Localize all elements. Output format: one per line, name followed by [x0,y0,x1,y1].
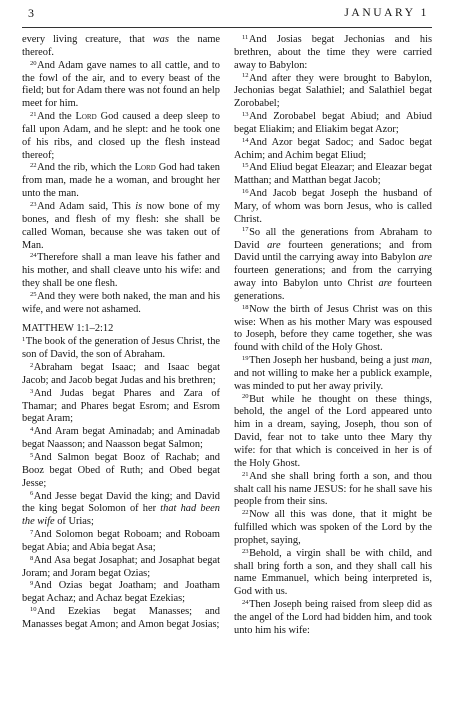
matthew-passage-part2 [234,34,432,638]
verse-text: are [378,278,392,290]
verse-text: So all the generations from Abraham to David [234,226,432,251]
verse-text: man, [411,355,432,367]
verse [234,394,432,471]
verse-text: And Asa begat Josaphat; and Josaphat begat Joram; and Joram begat Ozias; [22,554,220,579]
verse-number: 3 [30,387,34,395]
verse-text: And the rib, which the [37,162,135,174]
verse-number: 25 [30,290,37,298]
verse-text: that had been the wife [22,503,220,528]
verse-text: And Adam said, This [37,200,136,212]
verse-number: 17 [242,226,249,234]
verse [22,529,220,555]
verse-text: Now all this was done, that it might be fulfilled which was spoken of the Lord by the prophet, saying, [234,509,432,546]
verse [22,111,220,162]
verse-text: God had taken from man, made he a woman, and brought her unto the man. [22,162,220,200]
verse [22,336,220,362]
verse-text: fourteen generations. [234,278,432,302]
verse-text: And Eliud begat Eleazar; and Eleazar begat Matthan; and Matthan begat Jacob; [234,162,432,187]
verse-number: 19 [242,354,249,362]
verse-text: of Urias; [54,516,94,528]
verse-number: 12 [242,72,249,80]
verse [22,162,220,201]
verse-number: 20 [30,59,37,67]
verse [22,60,220,111]
verse-text: The book of the generation of Jesus Christ, the son of David, the son of Abraham. [22,336,221,361]
verse-number: 23 [242,547,249,555]
verse-text: Now the birth of Jesus Christ was on this wise: When as his mother Mary was espoused to Joseph, before they came together, she was found with child of the Holy Ghost. [234,303,432,354]
verse-text: And she shall bring forth a son, and thou shalt call his name JESUS: for he shall save his people from their sins. [234,470,432,508]
text-columns [22,34,432,713]
genesis-passage [22,34,220,317]
verse [234,111,432,137]
verse [234,188,432,227]
verse [22,491,220,530]
verse-text: And Adam gave names to all cattle, and to the fowl of the air, and to every beast of the field; but for Adam there was not found an help meet for him. [22,59,220,110]
verse [22,388,220,427]
verse-number: 10 [30,605,37,613]
verse-text: But while he thought on these things, behold, the angel of the Lord appeared unto him in a dream, saying, Joseph, thou son of David, fear not to take unto thee Mary thy wife: for that which is conceived in her is of the Holy Ghost. [234,393,432,469]
right-column [234,34,432,713]
verse-number: 7 [30,528,34,536]
verse-number: 1 [22,336,26,344]
verse-text: are [418,252,432,264]
verse-number: 16 [242,187,249,195]
verse [234,355,432,394]
verse-text: fourteen generations; and from David until the carrying away into Babylon [234,239,432,264]
verse-text: fourteen generations; and from the carrying away into Babylon unto Christ [234,265,432,290]
verse-text: And Solomon begat Roboam; and Roboam begat Abia; and Abia begat Asa; [22,529,220,553]
verse-text: and not willing to make her a publick example, was minded to put her away privily. [234,367,432,392]
verse-text: And Jacob begat Joseph the husband of Mary, of whom was born Jesus, who is called Christ. [234,188,432,225]
verse-text: Then Joseph her husband, being a just [249,355,412,367]
verse-number: 13 [242,110,249,118]
verse [234,162,432,188]
verse-number: 5 [30,451,34,459]
verse [22,362,220,388]
verse [234,73,432,112]
verse-text: And Aram begat Aminadab; and Aminadab begat Naasson; and Naasson begat Salmon; [22,426,220,451]
section-heading: MATTHEW 1:1–2:12 [22,322,114,334]
verse-number: 9 [30,580,34,588]
verse-number: 22 [30,162,37,170]
verse-number: 22 [242,509,249,517]
verse-text: And the [37,111,76,123]
verse [22,426,220,452]
matthew-passage-part1 [22,336,220,631]
page-header [0,0,454,26]
verse [234,509,432,548]
verse-text: the name thereof. [22,34,221,58]
verse-number: 21 [242,470,249,478]
verse [234,34,432,73]
verse [22,291,220,317]
verse-number: 24 [242,598,249,606]
verse-text: And Ezekias begat Manasses; and Manasses begat Amon; and Amon begat Josias; [22,606,220,630]
verse [234,137,432,163]
running-head-date: JANUARY 1 [344,7,429,19]
left-column [22,34,220,713]
verse-number: 6 [30,490,34,498]
verse [22,555,220,581]
verse-number: 15 [242,162,249,170]
verse-number: 14 [242,136,249,144]
verse-text: And Judas begat Phares and Zara of Thamar; and Phares begat Esrom; and Esrom begat Aram; [22,387,220,425]
verse [22,452,220,491]
verse-text: Then Joseph being raised from sleep did as the angel of the Lord had bidden him, and took unto him his wife: [234,599,432,636]
verse [234,471,432,510]
verse [234,548,432,599]
verse-number: 2 [30,361,34,369]
verse-text: every living creature, that [22,34,153,45]
verse-text: And Ozias begat Joatham; and Joatham begat Achaz; and Achaz begat Ezekias; [22,580,220,605]
header-rule [22,27,432,28]
verse-text: And Azor begat Sadoc; and Sadoc begat Achim; and Achim begat Eliud; [234,136,432,161]
verse-number: 4 [30,426,34,434]
page-number: 3 [28,6,34,20]
verse-text: And Salmon begat Booz of Rachab; and Booz begat Obed of Ruth; and Obed begat Jesse; [22,452,220,489]
verse [234,227,432,304]
verse [22,201,220,252]
verse [234,304,432,355]
verse [22,252,220,291]
verse [234,599,432,638]
verse-text: Lord [134,162,156,174]
verse-text: God caused a deep sleep to fall upon Adam, and he slept: and he took one of his ribs, and closed up the flesh instead thereof; [22,111,220,161]
verse-text: Behold, a virgin shall be with child, and shall bring forth a son, and they shall call his name Emmanuel, which being interpreted is, God with us. [234,547,432,598]
verse-number: 8 [30,554,34,562]
verse-number: 11 [242,33,249,41]
verse-text: And Zorobabel begat Abiud; and Abiud begat Eliakim; and Eliakim begat Azor; [234,111,432,135]
verse-text: now bone of my bones, and flesh of my flesh: she shall be called Woman, because she was taken out of Man. [22,200,220,251]
verse-text: And Josias begat Jechonias and his brethren, about the time they were carried away to Babylon: [234,34,432,71]
verse-number: 21 [30,110,37,118]
verse [22,580,220,606]
verse-text: And they were both naked, the man and his wife, and were not ashamed. [22,290,220,315]
verse-text: Therefore shall a man leave his father and his mother, and shall cleave unto his wife: and they shall be one flesh. [22,252,220,290]
verse-text: And Jesse begat David the king; and David the king begat Solomon of her [22,490,220,515]
verse-text: Lord [75,111,97,123]
verse [22,606,220,632]
verse-text: And after they were brought to Babylon, Jechonias begat Salathiel; and Salathiel begat Zorobabel; [234,72,432,110]
verse-text: was [152,34,169,45]
verse-number: 24 [30,252,37,260]
verse-text: are [267,239,281,251]
verse-number: 23 [30,200,37,208]
verse-text: is [135,200,143,212]
verse-number: 18 [242,303,249,311]
verse [22,34,220,60]
verse-text: Abraham begat Isaac; and Isaac begat Jacob; and Jacob begat Judas and his brethren; [22,362,220,386]
verse-number: 20 [242,393,249,401]
